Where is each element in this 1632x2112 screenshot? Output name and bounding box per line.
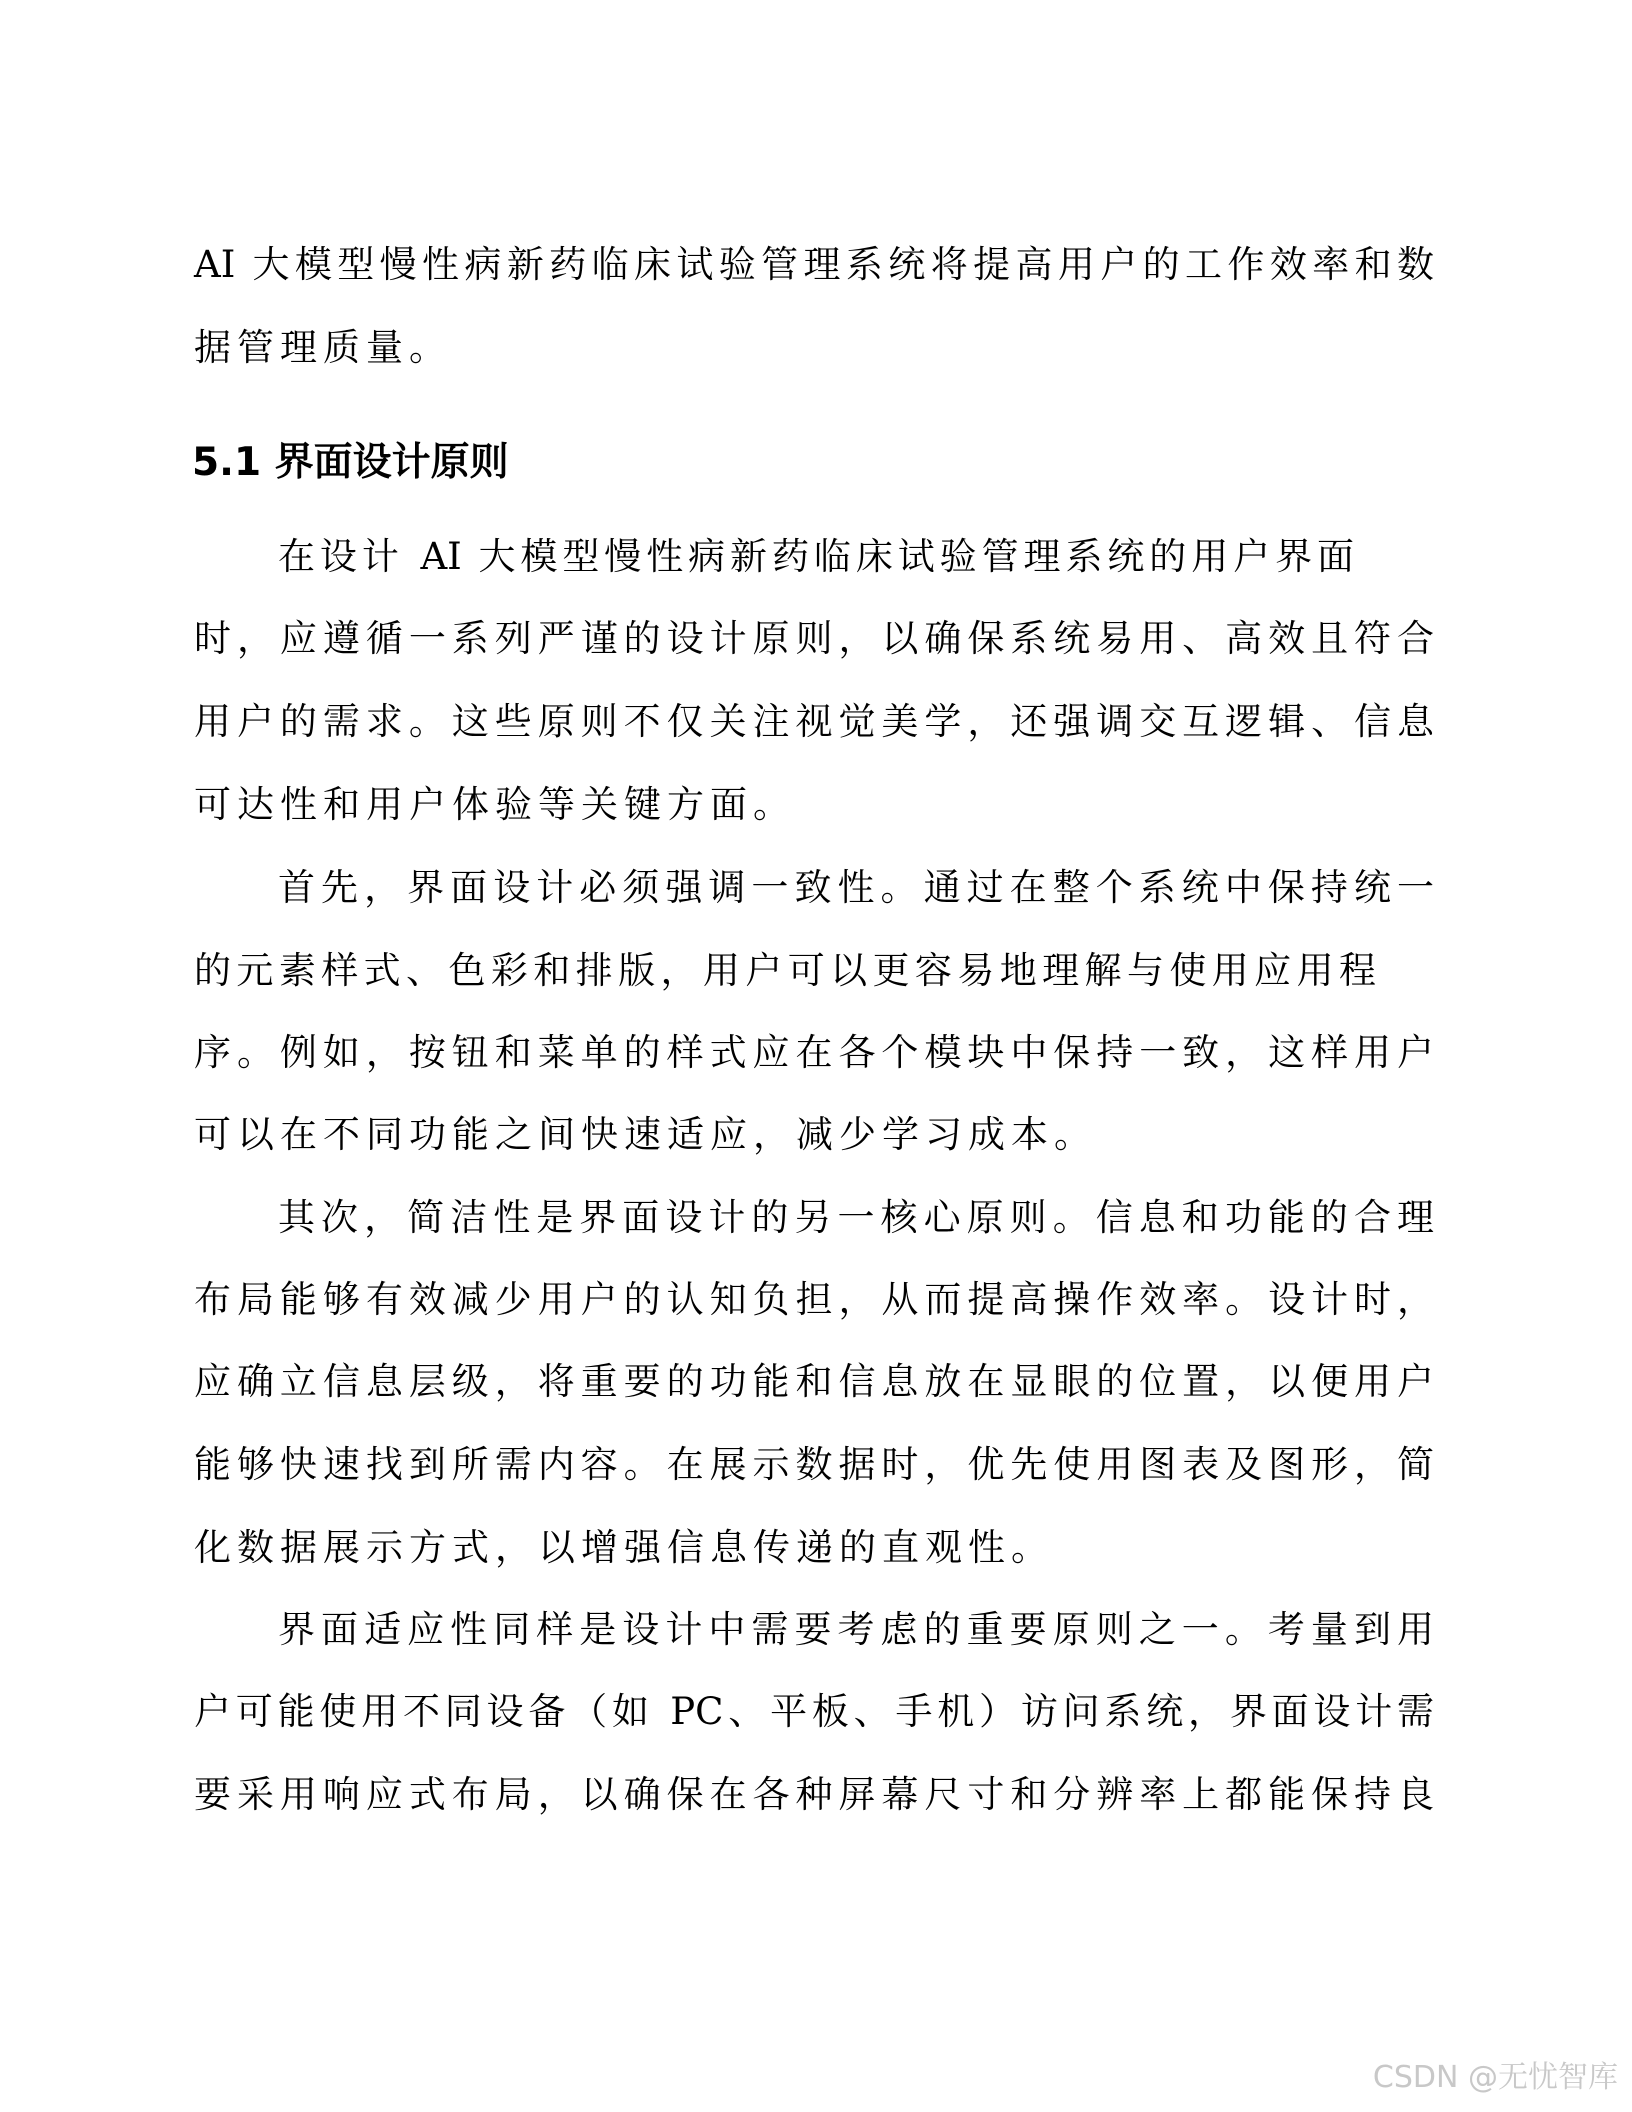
intro-line: AI 大模型慢性病新药临床试验管理系统将提高用户的工作效率和数 bbox=[194, 243, 1434, 286]
paragraph-line: 要采用响应式布局，以确保在各种屏幕尺寸和分辨率上都能保持良 bbox=[194, 1773, 1434, 1816]
paragraph-line: 的元素样式、色彩和排版，用户可以更容易地理解与使用应用程 bbox=[194, 949, 1376, 992]
paragraph-line: 可达性和用户体验等关键方面。 bbox=[194, 783, 796, 826]
paragraph-line: 时，应遵循一系列严谨的设计原则，以确保系统易用、高效且符合 bbox=[194, 617, 1434, 660]
paragraph-line: 可以在不同功能之间快速适应，减少学习成本。 bbox=[194, 1113, 1097, 1156]
paragraph-line: 首先，界面设计必须强调一致性。通过在整个系统中保持统一 bbox=[278, 866, 1434, 909]
paragraph-line: 化数据展示方式，以增强信息传递的直观性。 bbox=[194, 1526, 1054, 1569]
paragraph-line: 其次，简洁性是界面设计的另一核心原则。信息和功能的合理 bbox=[278, 1196, 1434, 1239]
intro-line: 据管理质量。 bbox=[194, 326, 452, 369]
paragraph-line: 序。例如，按钮和菜单的样式应在各个模块中保持一致，这样用户 bbox=[194, 1031, 1434, 1074]
watermark: CSDN @无忧智库 bbox=[1372, 2060, 1618, 2095]
paragraph-line: 应确立信息层级，将重要的功能和信息放在显眼的位置，以便用户 bbox=[194, 1360, 1434, 1403]
section-heading: 5.1 界面设计原则 bbox=[192, 440, 509, 485]
paragraph-line: 户可能使用不同设备（如 PC、平板、手机）访问系统，界面设计需 bbox=[194, 1690, 1434, 1733]
paragraph-line: 在设计 AI 大模型慢性病新药临床试验管理系统的用户界面 bbox=[278, 535, 1354, 578]
paragraph-line: 能够快速找到所需内容。在展示数据时，优先使用图表及图形，简 bbox=[194, 1443, 1434, 1486]
paragraph-line: 界面适应性同样是设计中需要考虑的重要原则之一。考量到用 bbox=[278, 1608, 1434, 1651]
paragraph-line: 布局能够有效减少用户的认知负担，从而提高操作效率。设计时， bbox=[194, 1278, 1434, 1321]
paragraph-line: 用户的需求。这些原则不仅关注视觉美学，还强调交互逻辑、信息 bbox=[194, 700, 1434, 743]
